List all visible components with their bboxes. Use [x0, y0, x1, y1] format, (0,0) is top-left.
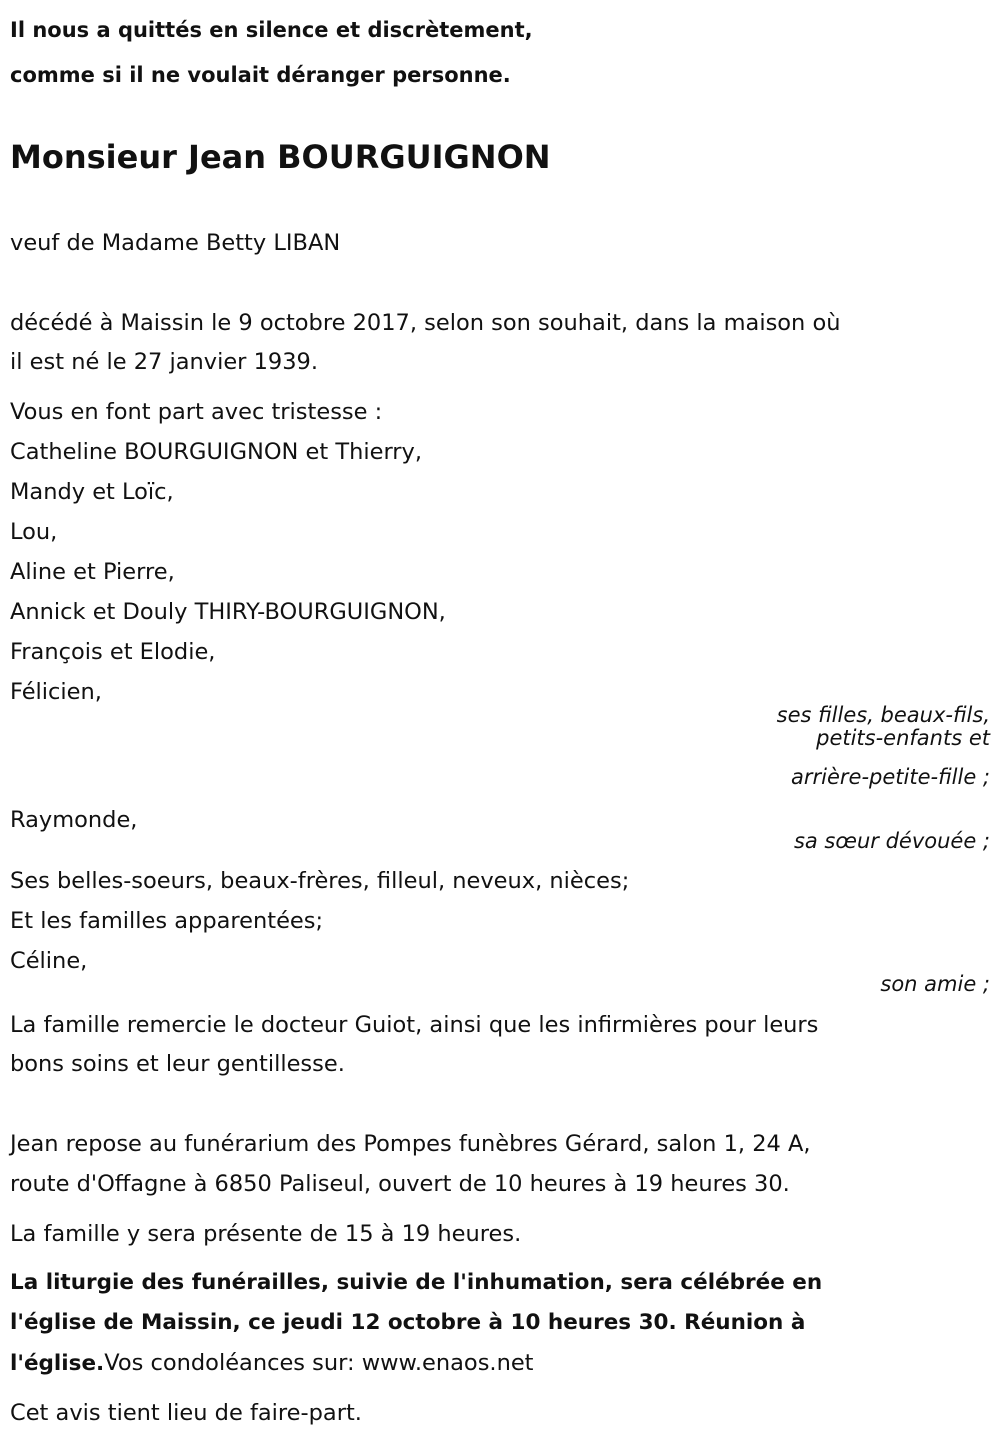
sister-role: sa sœur dévouée ;: [793, 829, 990, 853]
family-line: Lou,: [10, 519, 58, 545]
sister-line: Raymonde,: [10, 807, 138, 833]
family-line: Catheline BOURGUIGNON et Thierry,: [10, 439, 423, 465]
death-line-1: décédé à Maissin le 9 octobre 2017, selon son souhait, dans la maison où: [10, 310, 841, 336]
others-line: Céline,: [10, 948, 88, 974]
others-line: Ses belles-soeurs, beaux-frères, filleul, neveux, nièces;: [10, 868, 630, 894]
thanks-line-2: bons soins et leur gentillesse.: [10, 1051, 345, 1077]
intro-line-1: Il nous a quittés en silence et discrètement,: [10, 18, 533, 42]
closing-line: Cet avis tient lieu de faire-part.: [10, 1400, 362, 1426]
family-line: Annick et Douly THIRY-BOURGUIGNON,: [10, 599, 446, 625]
family-line: Mandy et Loïc,: [10, 479, 174, 505]
family-role-line: petits-enfants et: [816, 726, 990, 750]
liturgy-line-2: l'église de Maissin, ce jeudi 12 octobre à 10 heures 30. Réunion à: [10, 1310, 806, 1335]
others-line: Et les familles apparentées;: [10, 908, 324, 934]
liturgy-end: l'église.: [10, 1351, 105, 1376]
intro-line-2: comme si il ne voulait déranger personne.: [10, 63, 511, 87]
family-role-line: arrière-petite-fille ;: [791, 765, 990, 789]
family-line: François et Elodie,: [10, 639, 216, 665]
thanks-line-1: La famille remercie le docteur Guiot, ainsi que les infirmières pour leurs: [10, 1012, 819, 1038]
friend-role: son amie ;: [880, 972, 990, 996]
announce-line: Vous en font part avec tristesse :: [10, 399, 383, 425]
presence-line: La famille y sera présente de 15 à 19 heures.: [10, 1221, 522, 1247]
widower-line: veuf de Madame Betty LIBAN: [10, 230, 341, 256]
family-line: Aline et Pierre,: [10, 559, 175, 585]
family-line: Félicien,: [10, 679, 102, 705]
family-role-line: ses filles, beaux-fils,: [776, 703, 990, 727]
rest-line-2: route d'Offagne à 6850 Paliseul, ouvert de 10 heures à 19 heures 30.: [10, 1171, 790, 1197]
condolences-text: Vos condoléances sur: www.enaos.net: [104, 1350, 534, 1376]
deceased-name: Monsieur Jean BOURGUIGNON: [10, 138, 551, 176]
liturgy-line-1: La liturgie des funérailles, suivie de l'inhumation, sera célébrée en: [10, 1270, 823, 1295]
liturgy-line-3: [10, 1349, 534, 1378]
rest-line-1: Jean repose au funérarium des Pompes funèbres Gérard, salon 1, 24 A,: [10, 1131, 811, 1157]
death-line-2: il est né le 27 janvier 1939.: [10, 349, 319, 375]
